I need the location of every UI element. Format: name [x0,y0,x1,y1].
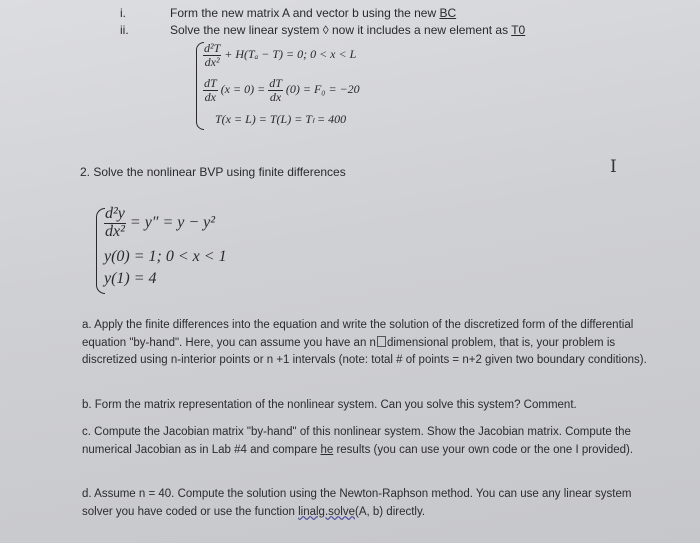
ode-rest: = y″ = y − y² [129,213,216,231]
question-d-pre: d. Assume n = 40. Compute the solution using the Newton-Raphson method. You can use any linear system solver you have coded or use the function [82,488,632,518]
left-boundary-condition: y(0) = 1; 0 < x < 1 [104,248,227,265]
bc-link: BC [439,6,457,20]
item-number-i: i. [120,6,126,20]
text-cursor-icon: I [610,157,617,177]
temperature-boundary-condition: T(x = L) = T(L) = Tₗ = 400 [215,112,347,126]
eq2-den-b: dx [269,89,282,104]
question-a [82,317,662,370]
question-c-pre: c. Compute the Jacobian matrix "by-hand" of this nonlinear system. Show the Jacobian matrix. Compute the numerical Jacobian as in Lab #4 and compare [82,426,631,456]
eq2-rest: (0) = F₀ = −20 [285,81,360,96]
question-d-post: (A, b) directly. [355,505,426,518]
heat-equation [203,42,356,68]
eq1-denominator: dx² [204,54,220,69]
part2-heading: 2. Solve the nonlinear BVP using finite differences [80,165,346,179]
ode-denominator: dx² [105,222,125,240]
eq2-den-a: dx [204,89,216,104]
question-c-he: he [320,443,334,456]
question-d [82,486,662,521]
missing-glyph-icon [377,336,386,347]
item-number-ii: ii. [120,23,129,37]
question-a-pre: a. Apply the finite differences into the equation and write the solution of the discretized form of the differential equation "by-hand". Here, you can assume you have an n [82,319,634,349]
item-text-ii-body: Solve the new linear system ◊ now it includes a new element as [170,23,512,37]
flux-boundary-condition [203,77,360,103]
question-c-post: results (you can use your own code or the one I provided). [333,443,634,456]
item-text-ii [170,23,525,37]
item-text-i-body: Form the new matrix A and vector b using the new [170,6,440,20]
eq2-num-b: dT [269,76,282,90]
ode-numerator: d²y [105,205,125,222]
eq2-mid: (x = 0) = [220,81,266,96]
question-c [82,424,662,459]
eq2-num-a: dT [204,76,217,90]
question-b: b. Form the matrix representation of the nonlinear system. Can you solve this system? Comment. [82,399,577,411]
eq1-numerator: d²T [204,41,221,55]
question-d-function: linalg.solve [298,505,355,518]
question-a-post: dimensional problem, that is, your problem is discretized using n-interior points or n +1 intervals (note: total # of points = n+2 given two boundary conditions). [82,336,647,366]
item-text-i [170,6,456,20]
right-boundary-condition: y(1) = 4 [104,270,157,287]
eq1-rest: + H(Tₐ − T) = 0; 0 < x < L [224,46,357,61]
t0-link: T0 [511,23,526,37]
nonlinear-ode [104,206,215,241]
